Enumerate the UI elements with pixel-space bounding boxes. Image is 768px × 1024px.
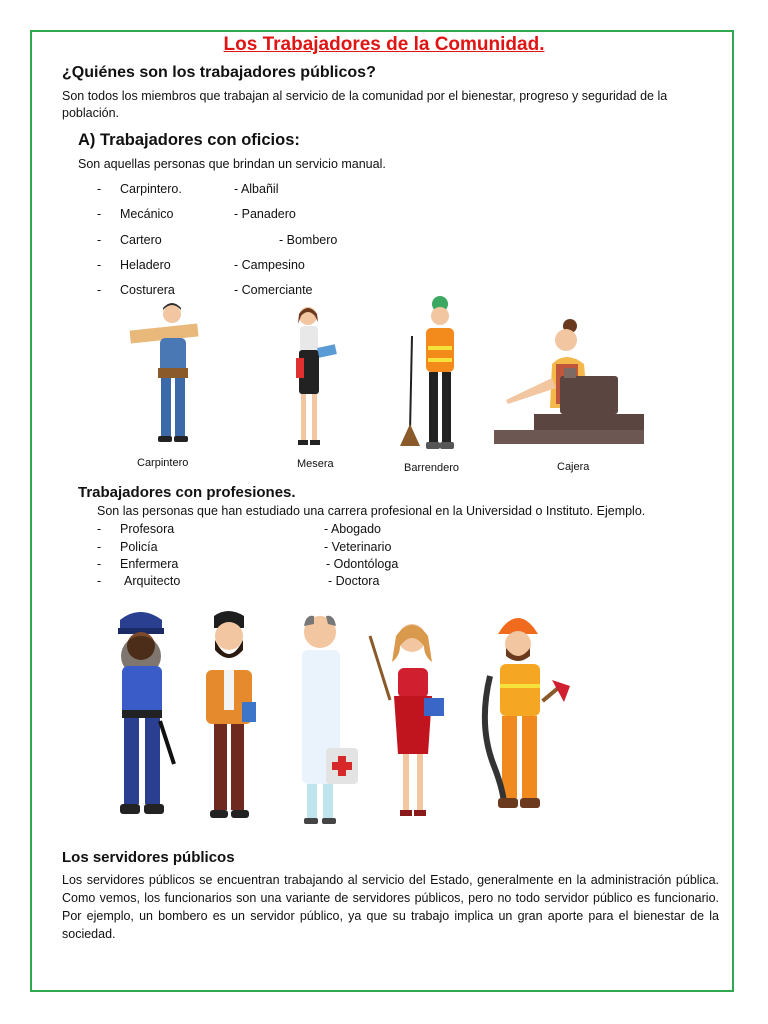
question-heading: ¿Quiénes son los trabajadores públicos? — [62, 64, 376, 81]
lawyer-illustration — [198, 606, 264, 830]
section-c-text: Los servidores públicos se encuentran trabajando al servicio del Estado, generalmente en la administración pública. Como vemos, los funcionarios son una variante de servidores públicos, pero no todo servidor público es funcionario. Por ejemplo, un bombero es un servidor público, ya que su trabajo implica un gran aporte para el bienestar de la sociedad. — [62, 873, 719, 941]
list-item-oficio: Heladero — [120, 258, 171, 272]
list-item-profesion: Policía — [120, 540, 158, 554]
carpenter-illustration — [128, 300, 200, 450]
list-item-dash: - — [97, 182, 102, 196]
list-item-oficio: - Comerciante — [234, 283, 313, 297]
list-item-profesion: Enfermera — [120, 557, 179, 571]
list-item-oficio: - Bombero — [279, 233, 338, 247]
list-item-dash: - — [97, 540, 102, 554]
list-item-profesion: Arquitecto — [124, 574, 181, 588]
firefighter-illustration — [478, 606, 584, 830]
list-item-profesion: - Abogado — [324, 522, 381, 536]
cashier-illustration — [494, 318, 644, 452]
caption-mesera: Mesera — [297, 458, 334, 470]
list-item-oficio: - Panadero — [234, 207, 296, 221]
list-item-dash: - — [97, 207, 102, 221]
list-item-profesion: - Doctora — [328, 574, 380, 588]
section-a-description: Son aquellas personas que brindan un servicio manual. — [78, 157, 386, 171]
question-text: Son todos los miembros que trabajan al servicio de la comunidad por el bienestar, progreso y seguridad de la población. — [62, 89, 668, 120]
list-item-dash: - — [97, 233, 102, 247]
caption-cajera: Cajera — [557, 461, 590, 473]
list-item-oficio: Mecánico — [120, 207, 174, 221]
list-item-oficio: Costurera — [120, 283, 175, 297]
list-item-dash: - — [97, 522, 102, 536]
caption-carpintero: Carpintero — [137, 457, 189, 469]
section-b-heading: Trabajadores con profesiones. — [78, 484, 296, 501]
list-item-dash: - — [97, 574, 102, 588]
list-item-dash: - — [97, 557, 102, 571]
list-item-oficio: - Albañil — [234, 182, 279, 196]
list-item-oficio: - Campesino — [234, 258, 305, 272]
teacher-illustration — [366, 606, 450, 830]
list-item-dash: - — [97, 283, 102, 297]
list-item-dash: - — [97, 258, 102, 272]
list-item-profesion: - Veterinario — [324, 540, 392, 554]
caption-barrendero: Barrendero — [404, 462, 460, 474]
sweeper-illustration — [398, 296, 464, 456]
list-item-oficio: Carpintero. — [120, 182, 182, 196]
list-item-profesion: - Odontóloga — [326, 557, 399, 571]
waitress-illustration — [288, 302, 340, 450]
section-b-description: Son las personas que han estudiado una carrera profesional en la Universidad o Instituto. Ejemplo. — [97, 504, 646, 518]
section-c-heading: Los servidores públicos — [62, 849, 235, 866]
list-item-profesion: Profesora — [120, 522, 175, 536]
list-item-oficio: Cartero — [120, 233, 162, 247]
doctor-illustration — [292, 606, 362, 830]
page-title: Los Trabajadores de la Comunidad. — [223, 34, 545, 55]
police-illustration — [110, 606, 180, 830]
section-a-heading: A) Trabajadores con oficios: — [78, 131, 300, 149]
